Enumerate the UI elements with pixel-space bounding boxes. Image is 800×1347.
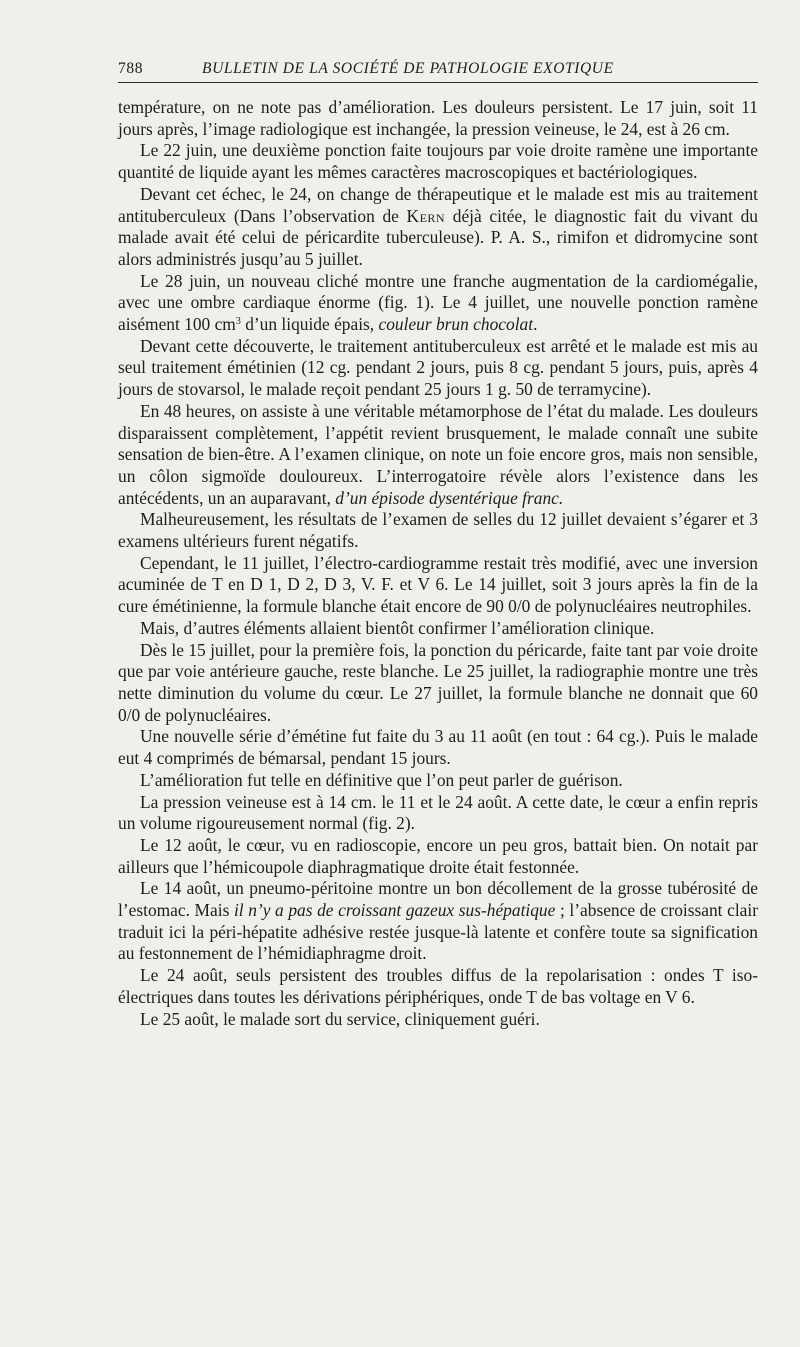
text-run: Le 28 juin, un nouveau cliché montre une franche augmentation de la cardiomégalie, avec une ombre cardiaque énorme (fig. 1). Le 4 juillet, une nouvelle ponction ramène aisément 100 cm (118, 270, 758, 335)
text-run: . (533, 314, 538, 335)
text-run: Le 24 août, seuls persistent des troubles diffus de la repolarisation : ondes T iso-électriques dans toutes les dérivations périphériques, onde T de bas voltage en V 6. (118, 965, 758, 1007)
text-run: Une nouvelle série d’émétine fut faite du 3 au 11 août (en tout : 64 cg.). Puis le malade eut 4 comprimés de bémarsal, pendant 15 jours. (118, 726, 758, 769)
paragraph (118, 726, 758, 769)
paragraph (118, 878, 758, 965)
paragraph (118, 835, 758, 878)
author-name: Kern (406, 205, 446, 226)
text-run: d’un liquide épais, (240, 314, 379, 335)
article-body (118, 97, 758, 1030)
text-run: L’amélioration fut telle en définitive que l’on peut parler de guérison. (140, 769, 623, 790)
paragraph (118, 618, 758, 640)
paragraph (118, 401, 758, 510)
text-run: La pression veineuse est à 14 cm. le 11 et le 24 août. A cette date, le cœur a enfin repris un volume rigoureusement normal (fig. 2). (118, 791, 758, 834)
running-title: BULLETIN DE LA SOCIÉTÉ DE PATHOLOGIE EXOTIQUE (202, 60, 614, 77)
italic-text: d’un épisode dysentérique franc. (335, 487, 564, 508)
paragraph (118, 770, 758, 792)
paragraph (118, 640, 758, 727)
page-header (118, 58, 758, 83)
text-run: déjà citée, le diagnostic fait du vivant du malade avait été celui de péricardite tuberculeuse). P. A. S., rimifon et didromycine sont alors administrés jusqu’au 5 juillet. (118, 205, 758, 269)
paragraph (118, 509, 758, 552)
paragraph (118, 271, 758, 336)
text-run: Devant cet échec, le 24, on change de thérapeutique et le malade est mis au traitement antituberculeux (Dans l’observation de (118, 183, 758, 226)
superscript: 3 (235, 316, 241, 328)
paragraph (118, 184, 758, 271)
text-run: Le 12 août, le cœur, vu en radioscopie, encore un peu gros, battait bien. On notait par ailleurs que l’hémicoupole diaphragmatique droite était festonnée. (118, 834, 758, 877)
italic-text: il n’y a pas de croissant gazeux sus-hépatique (233, 900, 556, 921)
italic-text: couleur brun chocolat (378, 314, 534, 335)
paragraph (118, 553, 758, 618)
text-run: ; l’absence de croissant clair traduit ici la péri-hépatite adhésive restée jusque-là latente et confère toute sa signification au festonnement de l’hémidiaphragme droit. (118, 900, 758, 964)
text-run: Cependant, le 11 juillet, l’électro-cardiogramme restait très modifié, avec une inversion acuminée de T en D 1, D 2, D 3, V. F. et V 6. Le 14 juillet, soit 3 jours après la fin de la cure émétinienne, la formule blanche était encore de 90 0/0 de polynucléaires neutrophiles. (118, 552, 758, 617)
text-run: Dès le 15 juillet, pour la première fois, la ponction du péricarde, faite tant par voie droite que par voie antérieure gauche, reste blanche. Le 25 juillet, la radiographie montre une très nette diminution du volume du cœur. Le 27 juillet, la formule blanche ne donnait que 60 0/0 de polynucléaires. (118, 639, 758, 725)
paragraph (118, 97, 758, 140)
page-number: 788 (118, 60, 144, 77)
text-run: Devant cette découverte, le traitement antituberculeux est arrêté et le malade est mis au seul traitement émétinien (12 cg. pendant 2 jours, puis 8 cg. pendant 5 jours, puis, après 4 jours de stovarsol, le malade reçoit pendant 25 jours 1 g. 50 de terramycine). (118, 335, 758, 400)
text-run: Malheureusement, les résultats de l’examen de selles du 12 juillet devaient s’égarer et 3 examens ultérieurs furent négatifs. (118, 509, 758, 552)
text-run: En 48 heures, on assiste à une véritable métamorphose de l’état du malade. Les douleurs disparaissent complètement, l’appétit revient brusquement, le malade connaît une subite sensation de bien-être. A l’examen clinique, on note un foie encore gros, mais non sensible, un côlon sigmoïde douloureux. L’interrogatoire révèle alors l’existence dans les antécédents, un an auparavant, (118, 400, 758, 508)
paragraph (118, 792, 758, 835)
paragraph (118, 140, 758, 183)
paragraph (118, 1009, 758, 1031)
text-run: Le 22 juin, une deuxième ponction faite toujours par voie droite ramène une importante quantité de liquide ayant les mêmes caractères macroscopiques et bactériologiques. (118, 140, 758, 183)
text-run: Le 14 août, un pneumo-péritoine montre un bon décollement de la grosse tubérosité de l’estomac. Mais (118, 878, 758, 921)
text-run: température, on ne note pas d’amélioration. Les douleurs persistent. Le 17 juin, soit 11 jours après, l’image radiologique est inchangée, la pression veineuse, le 24, est à 26 cm. (118, 97, 758, 139)
paragraph (118, 965, 758, 1008)
paragraph (118, 336, 758, 401)
text-run: Le 25 août, le malade sort du service, cliniquement guéri. (140, 1008, 540, 1029)
text-run: Mais, d’autres éléments allaient bientôt confirmer l’amélioration clinique. (140, 617, 655, 638)
